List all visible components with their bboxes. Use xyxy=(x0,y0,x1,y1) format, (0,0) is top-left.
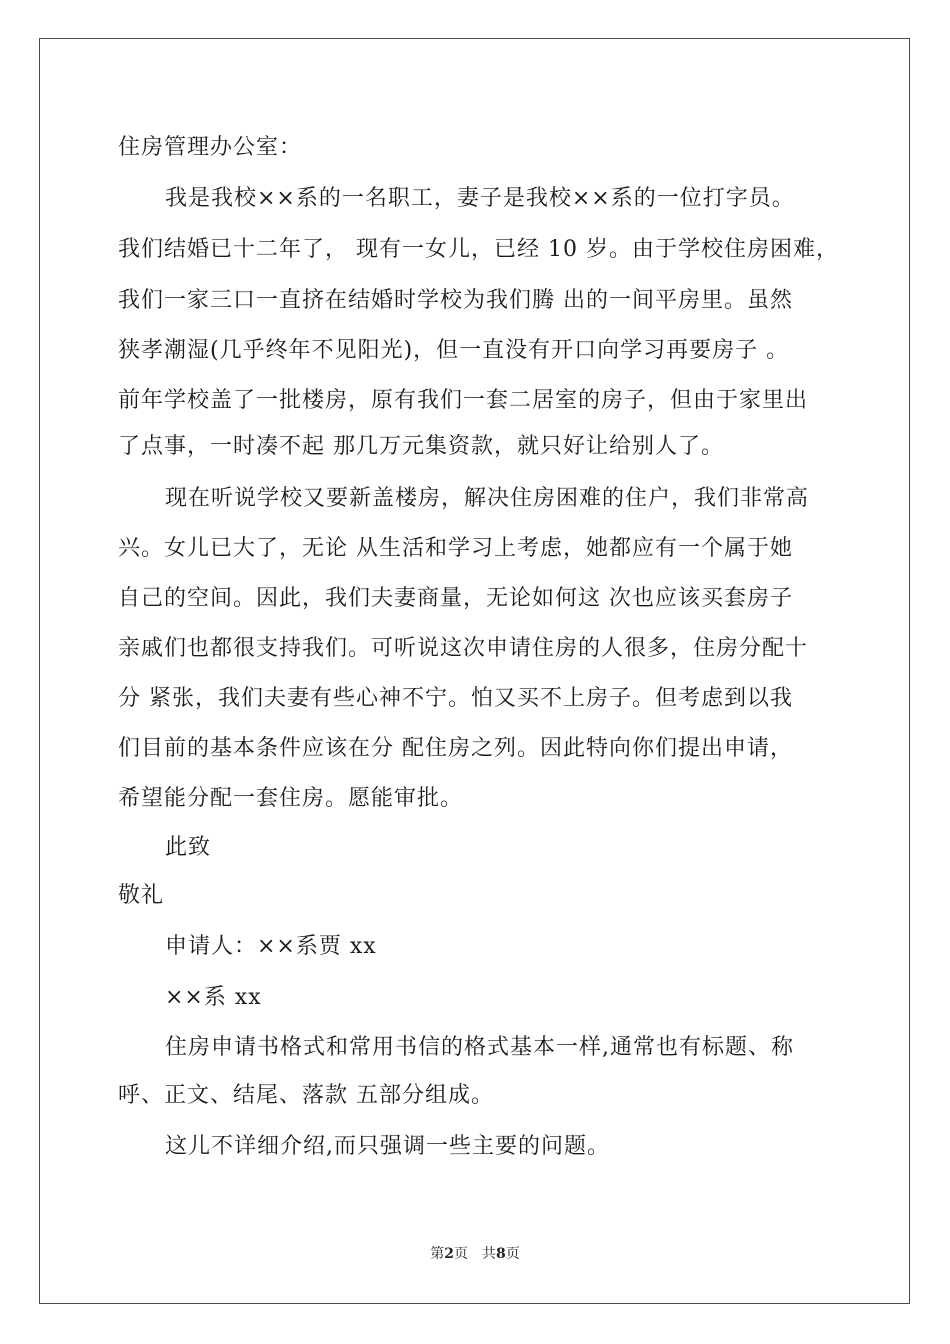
body-line: 希望能分配一套住房。愿能审批。 xyxy=(118,786,464,811)
closing-phrase: 此致 xyxy=(165,835,212,860)
body-line: 我们一家三口一直挤在结婚时学校为我们腾 出的一间平房里。虽然 xyxy=(118,288,793,313)
page-border xyxy=(39,38,910,1304)
body-line: 这儿不详细介绍,而只强调一些主要的问题。 xyxy=(165,1134,610,1159)
body-line: 兴。女儿已大了，无论 从生活和学习上考虑，她都应有一个属于她 xyxy=(118,536,793,561)
page-suffix: 页 xyxy=(454,1246,468,1262)
body-line: 自己的空间。因此，我们夫妻商量，无论如何这 次也应该买套房子 xyxy=(118,586,793,611)
total-pages: 8 xyxy=(496,1246,506,1262)
body-line: 我们结婚已十二年了， 现有一女儿，已经 10 岁。由于学校住房困难， xyxy=(118,237,839,262)
page-prefix: 第 xyxy=(430,1246,445,1262)
body-line: 了点事，一时凑不起 那几万元集资款，就只好让给别人了。 xyxy=(118,434,724,459)
closing-salute: 敬礼 xyxy=(118,883,165,908)
body-line: 前年学校盖了一批楼房，原有我们一套二居室的房子，但由于家里出 xyxy=(118,388,809,413)
applicant-department: ××系 xx xyxy=(165,985,262,1010)
body-line: 分 紧张，我们夫妻有些心神不宁。怕又买不上房子。但考虑到以我 xyxy=(118,686,793,711)
salutation: 住房管理办公室： xyxy=(118,135,303,160)
total-prefix: 共 xyxy=(482,1246,496,1262)
body-line: 们目前的基本条件应该在分 配住房之列。因此特向你们提出申请， xyxy=(118,736,793,761)
body-line: 呼、正文、结尾、落款 五部分组成。 xyxy=(118,1083,494,1108)
total-suffix: 页 xyxy=(505,1246,520,1262)
applicant-signature: 申请人：××系贾 xx xyxy=(165,934,377,959)
body-line: 亲戚们也都很支持我们。可听说这次申请住房的人很多，住房分配十 xyxy=(118,636,809,661)
page-number: 2 xyxy=(444,1246,454,1262)
body-line: 狭孝潮湿(几乎终年不见阳光)，但一直没有开口向学习再要房子 。 xyxy=(118,338,790,363)
body-line: 现在听说学校又要新盖楼房，解决住房困难的住户，我们非常高 xyxy=(165,486,810,511)
page-footer xyxy=(0,1245,950,1263)
body-line: 我是我校××系的一名职工，妻子是我校××系的一位打字员。 xyxy=(165,186,795,211)
body-line: 住房申请书格式和常用书信的格式基本一样,通常也有标题、称 xyxy=(165,1035,794,1060)
